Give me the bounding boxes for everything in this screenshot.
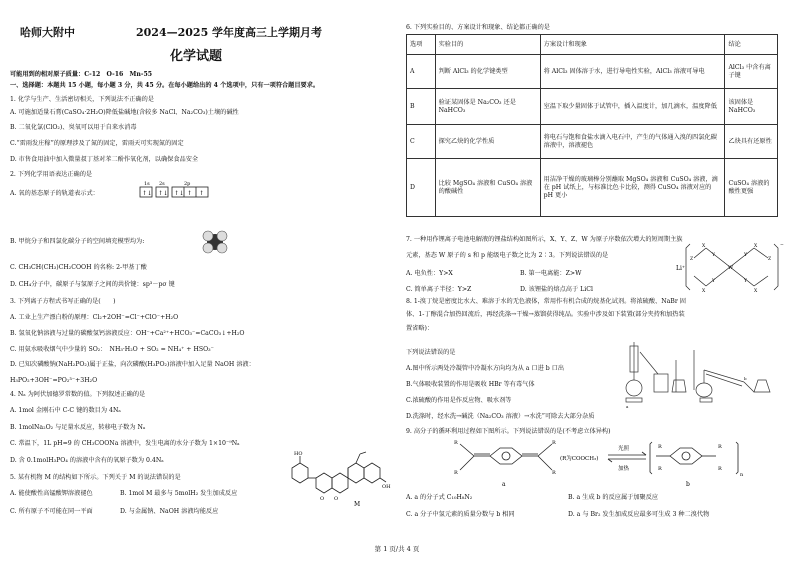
q3-stem: 3. 下列离子方程式书写正确的是( ) xyxy=(10,298,116,305)
q3-option-c: C. 用氨水吸收烟气中少量的 SO₂： NH₃·H₂O + SO₂ = NH₄⁺ + HSO₃⁻ xyxy=(10,346,214,353)
condition-heat: 加热 xyxy=(618,466,630,472)
q6-stem: 6. 下列实验目的、方案设计和现象、结论都正确的是 xyxy=(406,24,550,31)
q8-sub-stem: 下列说法错误的是 xyxy=(406,349,456,356)
q7-stem: 7. 一种用作锂离子电池电解液的锂盐结构如图所示，X、Y、Z、W 为原子序数依次增大的短周期主族 xyxy=(406,236,683,243)
svg-text:R: R xyxy=(552,470,556,476)
molecule-m-label: M xyxy=(354,501,361,508)
q3-option-b: B. 氢氧化钠溶液与过量的碳酸氢钙溶液反应：OH⁻+Ca²⁺+HCO₃⁻=CaCO₃↓+H₂O xyxy=(10,330,245,337)
q5-option-b: B. 1mol M 最多与 5molH₂ 发生加成反应 xyxy=(120,490,238,497)
q9-option-d: D. a 与 Br₂ 发生加成反应最多可生成 3 种二溴代物 xyxy=(568,511,710,518)
q7-stem-2: 元素，基态 W 原子的 s 和 p 能级电子数之比为 2∶3。下列说法错误的是 xyxy=(406,252,609,259)
q7-option-b: B. 第一电离能：Z>W xyxy=(520,270,582,277)
space-filling-model xyxy=(200,230,230,254)
q7-option-c: C. 简单离子半径：Y>Z xyxy=(406,286,472,293)
svg-text:R: R xyxy=(718,466,722,472)
svg-text:↑: ↑ xyxy=(199,190,205,197)
table-cell-plan: 用洁净干燥的玻璃棒分别蘸取 MgSO₄ 溶液和 CuSO₄ 溶液，滴在 pH 试纸上，与标准比色卡比较，测得 CuSO₄ 溶液对应的 pH 更小 xyxy=(540,159,725,217)
svg-text:O: O xyxy=(320,496,325,502)
orbital-diagram xyxy=(140,180,220,200)
table-header-conclusion: 结论 xyxy=(725,35,778,55)
table-cell-plan: 将电石与饱和食盐水滴入电石中，产生的气体通入溴的四氯化碳溶液中，溶液褪色 xyxy=(540,125,725,159)
svg-text:HO: HO xyxy=(294,451,303,457)
q9-option-a: A. a 的分子式 C₁₀H₈N₂ xyxy=(406,494,473,501)
svg-text:Y: Y xyxy=(744,279,747,284)
svg-text:Z: Z xyxy=(768,257,772,262)
exam-title: 2024—2025 学年度高三上学期月考 xyxy=(136,26,323,39)
reagent-note: (R为COOCH₃) xyxy=(560,456,599,462)
q8-stem-2: 体、1-丁醇混合加热回流后，再经洗涤→干燥→蒸馏获得纯品。实验中涉及如下装置(部分夹持和加热装 xyxy=(406,311,685,318)
svg-text:O: O xyxy=(334,496,339,502)
q8-option-b: B.气体吸收装置的作用是吸收 HBr 等有毒气体 xyxy=(406,381,535,388)
orbital-label-2p: 2p xyxy=(184,181,191,187)
q5-option-d: D. 与金属钠、NaOH 溶液均能反应 xyxy=(120,508,219,515)
svg-text:b: b xyxy=(744,376,747,381)
q4-option-a: A. 1mol 金刚石中 C-C 键的数目为 4Nₐ xyxy=(10,407,121,414)
table-cell-conclusion: AlCl₃ 中含有离子键 xyxy=(725,55,778,89)
svg-text:Y: Y xyxy=(744,253,747,258)
q1-option-d: D. 市售食用油中加入微量叔丁基对苯二酚作氧化剂，以确保食品安全 xyxy=(10,156,199,163)
condition-light: 光照 xyxy=(618,446,630,452)
q1-option-b: B. 二氧化氯(ClO₂)、臭氧可以用于自来水消毒 xyxy=(10,124,137,131)
q4-option-d: D. 含 0.1molH₃PO₄ 的溶液中含有的氧原子数为 0.4Nₐ xyxy=(10,457,164,464)
table-header-option: 选项 xyxy=(407,35,436,55)
q2-option-d: D. CH₄分子中，碳原子与氢原子之间的共价键：sp³－pσ 键 xyxy=(10,281,175,288)
table-cell-plan: 室温下取少量固体于试管中，插入温度计，加几滴水，温度降低 xyxy=(540,89,725,125)
svg-text:R: R xyxy=(658,466,662,472)
table-row xyxy=(407,125,778,159)
orbital-label-2s: 2s xyxy=(159,181,165,187)
svg-text:X: X xyxy=(702,244,706,249)
q1-option-c: C.“雷雨发庄稼”的原理涉及了氮的固定，雷雨天可实现氮的固定 xyxy=(10,140,184,147)
svg-text:Y: Y xyxy=(712,279,715,284)
svg-text:↑↓: ↑↓ xyxy=(142,190,153,197)
svg-text:R: R xyxy=(658,444,662,450)
q7-option-a: A. 电负性：Y>X xyxy=(406,270,453,277)
table-row xyxy=(407,159,778,217)
atomic-masses: 可能用到的相对原子质量：C-12 O-16 Mn-55 xyxy=(10,71,153,78)
svg-text:OH: OH xyxy=(382,484,391,490)
table-cell-option: A xyxy=(407,55,436,89)
q1-option-a: A. 可施加适量石膏(CaSO₄·2H₂O)降低盐碱地(含较多 NaCl、Na₂CO₃)土壤的碱性 xyxy=(10,109,239,116)
svg-text:X: X xyxy=(754,244,758,249)
q3-option-d: D. 已知次磷酸钠(NaH₂PO₂)属于正盐，向次磷酸(H₃PO₂)溶液中加入足量 NaOH 溶液： xyxy=(10,361,255,368)
q9-option-b: B. a 生成 b 的反应属于加聚反应 xyxy=(568,494,659,501)
table-cell-conclusion: 该固体是 NaHCO₃ xyxy=(725,89,778,125)
q1-stem: 1. 化学与生产、生活密切相关，下列说法不正确的是 xyxy=(10,96,154,103)
orbital-label-1s: 1s xyxy=(144,181,150,187)
table-cell-conclusion: CuSO₄ 溶液的酸性更强 xyxy=(725,159,778,217)
q8-option-a: A.图中所示两处冷凝管中冷凝水方向均为从 a 口进 b 口出 xyxy=(406,365,565,372)
svg-text:Z: Z xyxy=(690,257,694,262)
svg-text:a: a xyxy=(626,404,629,409)
molecule-m-structure xyxy=(280,448,390,510)
table-cell-plan: 将 AlCl₃ 固体溶于水，进行导电性实验，AlCl₃ 溶液可导电 xyxy=(540,55,725,89)
svg-text:X: X xyxy=(702,289,706,294)
q4-option-b: B. 1molNa₂O₂ 与足量水反应，转移电子数为 Nₐ xyxy=(10,424,146,431)
q3-option-d-equation: H₃PO₂+3OH⁻=PO₂³⁻+3H₂O xyxy=(10,377,98,384)
svg-text:↑: ↑ xyxy=(187,190,193,197)
svg-text:Y: Y xyxy=(712,253,715,258)
section-1-instructions: 一、选择题：本题共 15 小题，每小题 3 分，共 45 分。在每小题给出的 4 个选项中，只有一项符合题目要求。 xyxy=(10,82,320,89)
q4-stem: 4. Nₐ 为阿伏加德罗常数的值。下列叙述正确的是 xyxy=(10,391,146,398)
lithium-ion-label: Li⁺ xyxy=(676,265,686,272)
q4-option-c: C. 常温下，1L pH=9 的 CH₃COONa 溶液中，发生电离的水分子数为 1×10⁻⁹Nₐ xyxy=(10,440,240,447)
compound-a-label: a xyxy=(502,481,506,488)
q5-stem: 5. 某有机物 M 的结构如下所示。下列关于 M 的说法错误的是 xyxy=(10,474,181,481)
table-cell-goal: 比较 MgSO₄ 溶液和 CuSO₄ 溶液的酸碱性 xyxy=(435,159,540,217)
svg-text:n: n xyxy=(740,472,744,478)
polymer-recycling-scheme xyxy=(450,438,770,490)
table-cell-goal: 探究乙炔的化学性质 xyxy=(435,125,540,159)
table-cell-goal: 验证某固体是 Na₂CO₃ 还是 NaHCO₃ xyxy=(435,89,540,125)
table-cell-goal: 判断 AlCl₃ 的化学键类型 xyxy=(435,55,540,89)
q2-option-b: B. 甲烷分子和四氯化碳分子的空间填充模型均为: xyxy=(10,238,145,245)
q9-option-c: C. a 分子中氢元素的质量分数与 b 相同 xyxy=(406,511,515,518)
table-cell-option: B xyxy=(407,89,436,125)
q2-stem: 2. 下列化学用语表达正确的是 xyxy=(10,171,93,178)
q2-option-c: C. CH₃CH(CH₃)CH₂COOH 的名称: 2-甲基丁酸 xyxy=(10,264,147,271)
subject-title: 化学试题 xyxy=(170,49,223,64)
q7-option-d: D. 该锂盐的熔点高于 LiCl xyxy=(520,286,593,293)
lithium-salt-structure xyxy=(676,238,784,296)
svg-text:R: R xyxy=(454,470,458,476)
school-name: 哈师大附中 xyxy=(20,26,75,39)
table-row xyxy=(407,89,778,125)
svg-text:R: R xyxy=(718,444,722,450)
svg-text:↑↓: ↑↓ xyxy=(174,190,185,197)
compound-b-label: b xyxy=(686,481,690,488)
svg-text:↑↓: ↑↓ xyxy=(158,190,169,197)
apparatus-illustration xyxy=(624,340,786,410)
page-number: 第 1 页/共 4 页 xyxy=(374,545,420,553)
table-cell-conclusion: 乙炔具有还原性 xyxy=(725,125,778,159)
table-header-goal: 实验目的 xyxy=(435,35,540,55)
q8-stem: 8. 1-溴丁烷是密度比水大、难溶于水的无色液体，常用作有机合成的烷基化试剂。将浓硫酸、NaBr 固 xyxy=(406,298,686,305)
q2-option-a: A. 氧的基态原子的轨道表示式： xyxy=(10,190,99,197)
svg-text:R: R xyxy=(552,440,556,446)
svg-text:R: R xyxy=(454,440,458,446)
table-row xyxy=(407,55,778,89)
q9-stem: 9. 高分子的循环利用过程如下图所示。下列说法错误的是(不考虑立体异构) xyxy=(406,428,611,435)
svg-text:W: W xyxy=(728,265,734,271)
svg-text:X: X xyxy=(754,289,758,294)
table-cell-option: D xyxy=(407,159,436,217)
q8-option-c: C.浓硫酸的作用是作反应物、吸水剂等 xyxy=(406,397,512,404)
q5-option-a: A. 能使酸性高锰酸钾溶液褪色 xyxy=(10,490,93,497)
q6-experiment-table xyxy=(406,34,778,217)
q8-option-d: D.洗涤时，经水洗→碱洗（Na₂CO₃ 溶液）→水洗”可除去大部分杂质 xyxy=(406,413,595,420)
table-cell-option: C xyxy=(407,125,436,159)
svg-text:−: − xyxy=(780,243,784,248)
q3-option-a: A. 工业上生产漂白粉的原理：Cl₂+2OH⁻=Cl⁻+ClO⁻+H₂O xyxy=(10,314,179,321)
q5-option-c: C. 所有原子不可能在同一平面 xyxy=(10,508,93,515)
q8-stem-3: 置省略)： xyxy=(406,325,434,332)
table-header-plan: 方案设计和现象 xyxy=(540,35,725,55)
